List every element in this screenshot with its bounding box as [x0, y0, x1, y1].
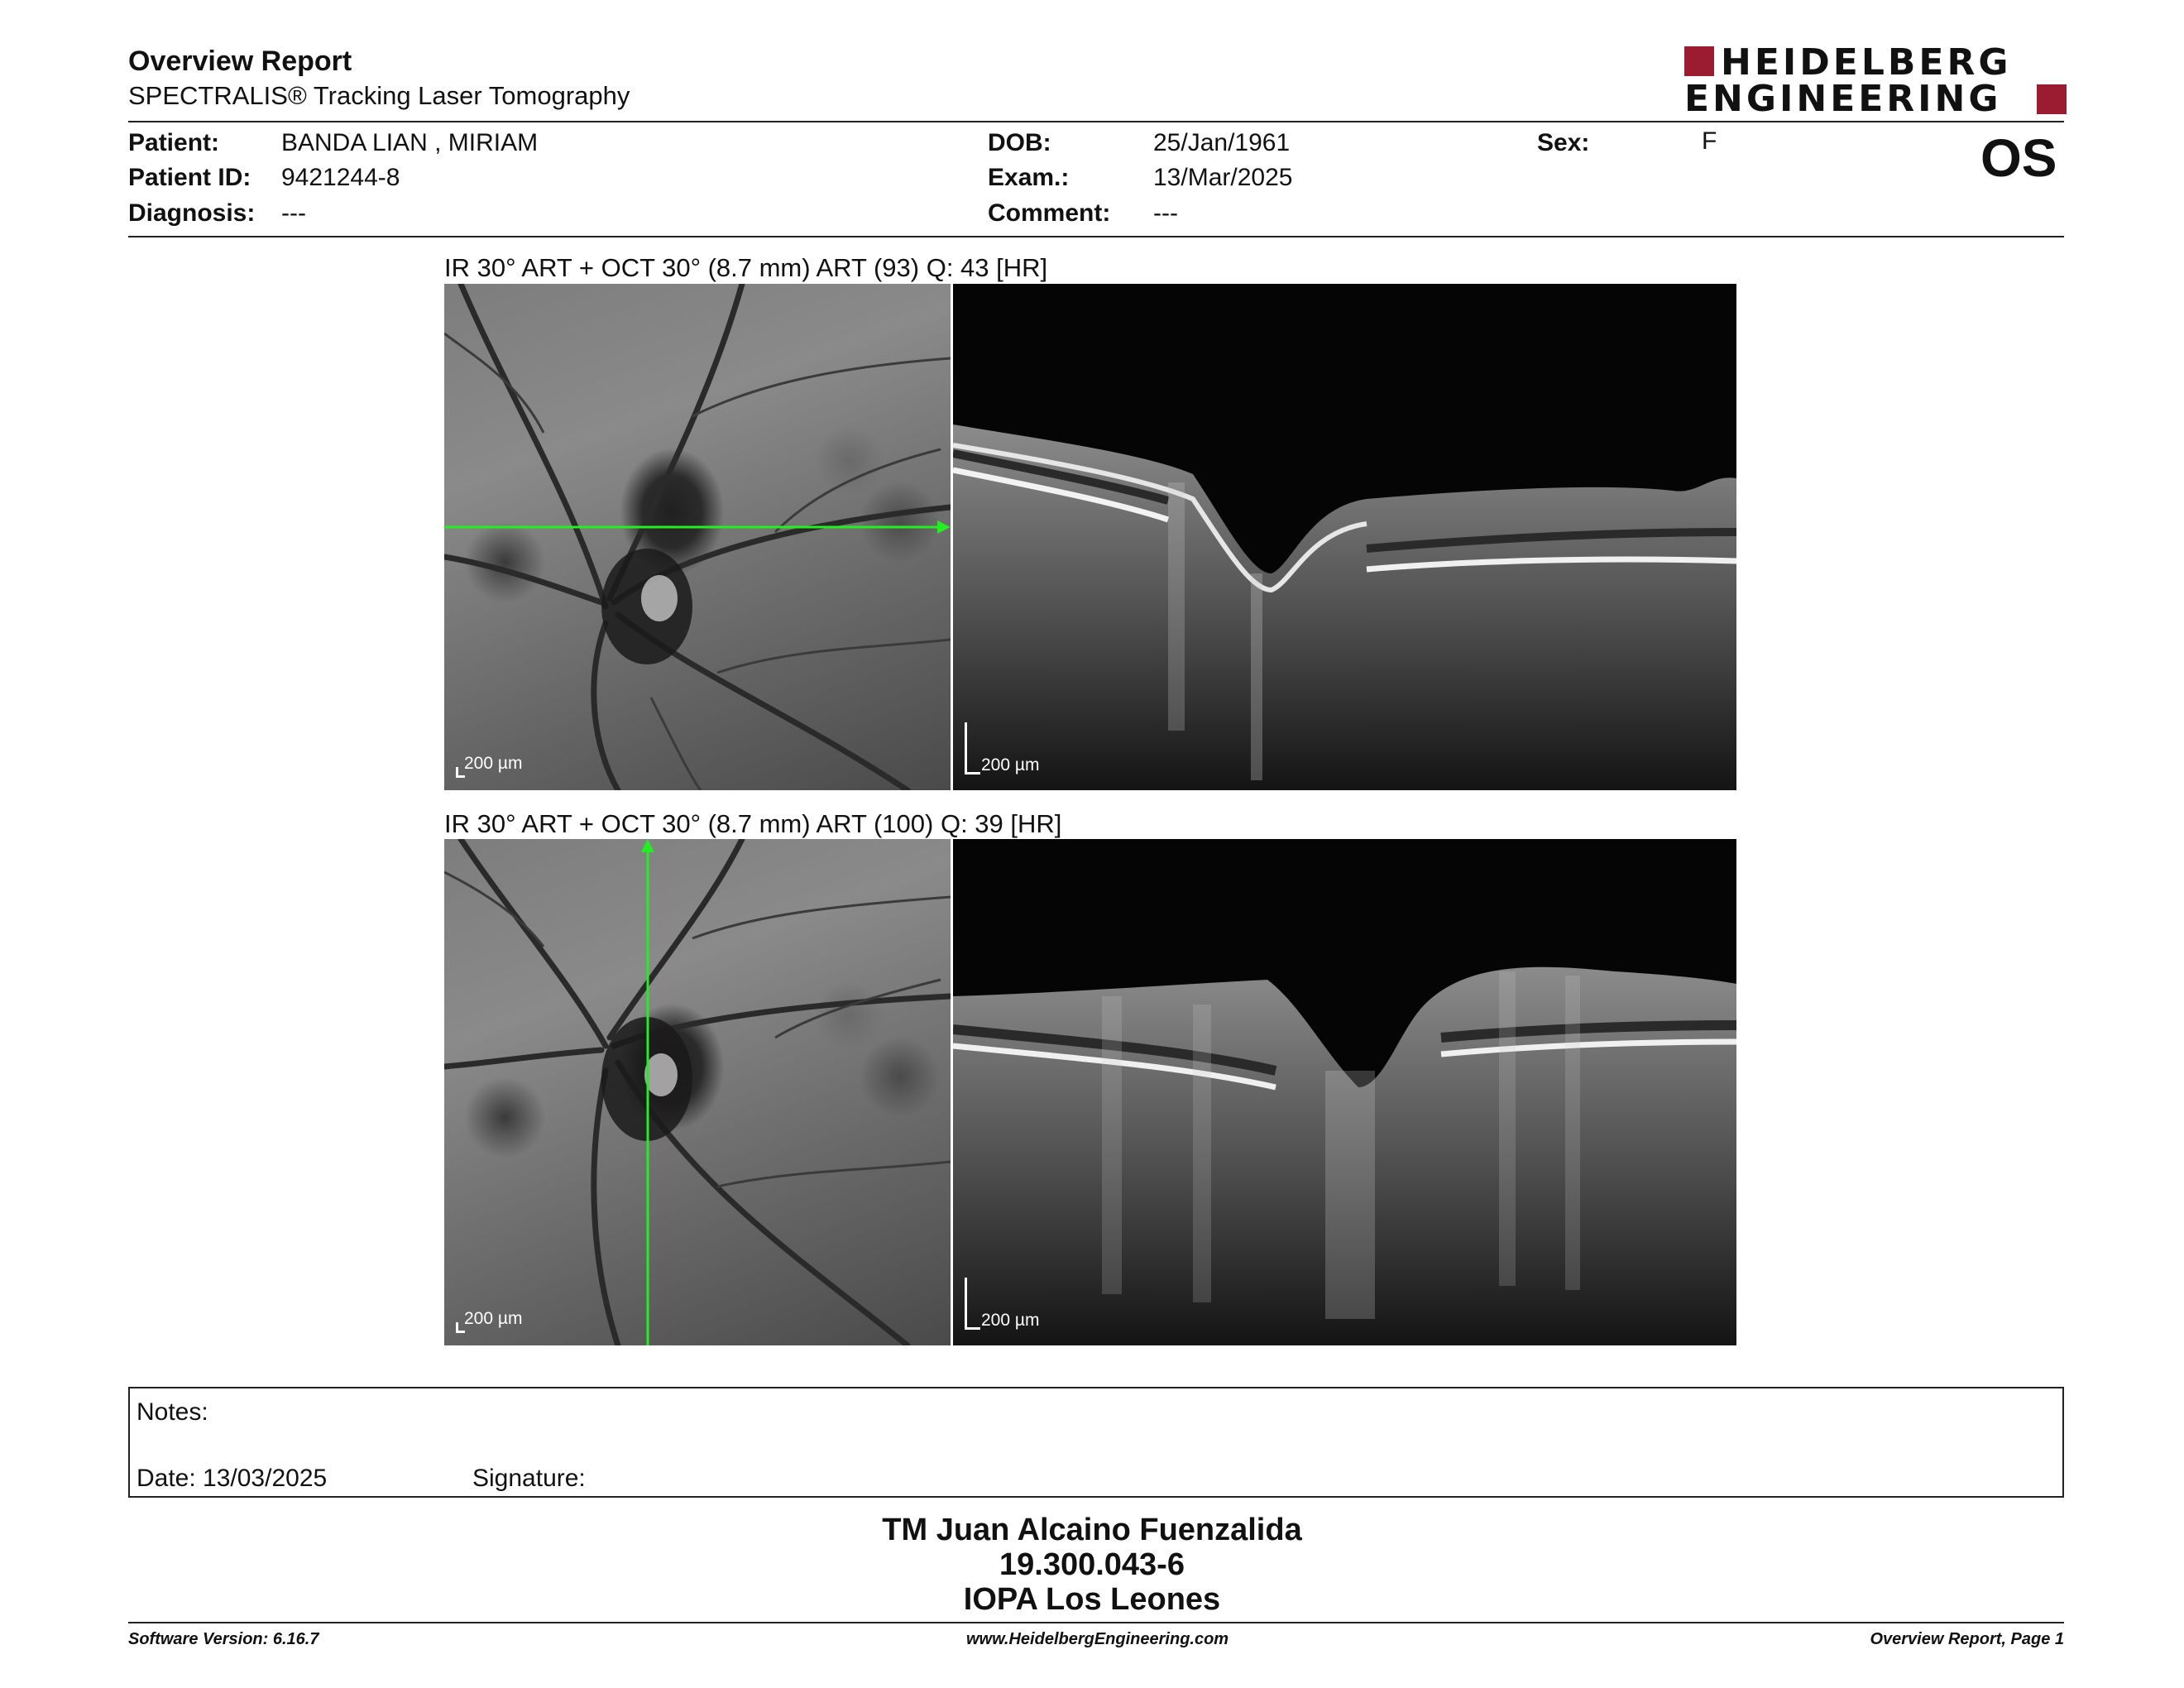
dob-value: 25/Jan/1961 [1153, 129, 1291, 156]
logo-square-top [1684, 46, 1714, 76]
scan-2-retina-layers [953, 839, 1736, 1345]
comment-value: --- [1153, 199, 1178, 227]
comment-label: Comment: [988, 199, 1111, 227]
sex-label: Sex: [1537, 129, 1590, 156]
scan-1-fundus-image [444, 284, 951, 790]
website-url: www.HeidelbergEngineering.com [966, 1630, 1229, 1648]
exam-label: Exam.: [988, 164, 1070, 191]
patient-name: BANDA LIAN , MIRIAM [281, 129, 539, 156]
logo-line2: ENGINEERING [1684, 78, 2002, 120]
header-rule-bottom [128, 236, 2064, 237]
report-title: Overview Report [128, 46, 352, 77]
patient-id-value: 9421244-8 [281, 164, 400, 191]
scan-2-oct-scale-label: 200 µm [981, 1311, 1040, 1330]
exam-value: 13/Mar/2025 [1153, 164, 1293, 191]
heidelberg-logo [1684, 41, 2067, 120]
scan-1-oct-scale-label: 200 µm [981, 755, 1040, 774]
scan-2-oct-bscan [953, 839, 1736, 1345]
scan-1-scan-line [444, 284, 951, 790]
dob-label: DOB: [988, 129, 1051, 156]
diagnosis-label: Diagnosis: [128, 199, 256, 227]
logo-square-bottom [2037, 84, 2067, 114]
scan-1-fundus-scale-label: 200 µm [464, 754, 523, 773]
notes-date: Date: 13/03/2025 [136, 1465, 328, 1492]
header-rule-top [128, 121, 2064, 122]
signature-label: Signature: [472, 1465, 586, 1492]
signer-institution: IOPA Los Leones [963, 1582, 1221, 1617]
notes-label: Notes: [136, 1398, 208, 1426]
scan-2-title: IR 30° ART + OCT 30° (8.7 mm) ART (100) Q: 39 [HR] [444, 809, 1062, 838]
scan-1-retina-layers [953, 284, 1736, 790]
signer-name: TM Juan Alcaino Fuenzalida [882, 1513, 1302, 1547]
software-version: Software Version: 6.16.7 [128, 1630, 319, 1648]
scan-2-scan-line [444, 839, 951, 1345]
scan-2-fundus-scale-label: 200 µm [464, 1309, 523, 1328]
logo-line1: HEIDELBERG [1721, 41, 2012, 84]
notes-box [128, 1387, 2064, 1498]
patient-id-label: Patient ID: [128, 164, 251, 191]
eye-laterality: OS [1980, 128, 2057, 188]
signer-id: 19.300.043-6 [999, 1547, 1185, 1582]
report-subtitle: SPECTRALIS® Tracking Laser Tomography [128, 81, 630, 110]
scan-1-title: IR 30° ART + OCT 30° (8.7 mm) ART (93) Q: 43 [HR] [444, 253, 1048, 282]
scan-1-oct-bscan [953, 284, 1736, 790]
diagnosis-value: --- [281, 199, 306, 227]
scan-2-fundus-image [444, 839, 951, 1345]
footer-rule [128, 1622, 2064, 1623]
sex-value: F [1702, 127, 1717, 155]
page-indicator: Overview Report, Page 1 [1870, 1630, 2064, 1648]
patient-label: Patient: [128, 129, 220, 156]
